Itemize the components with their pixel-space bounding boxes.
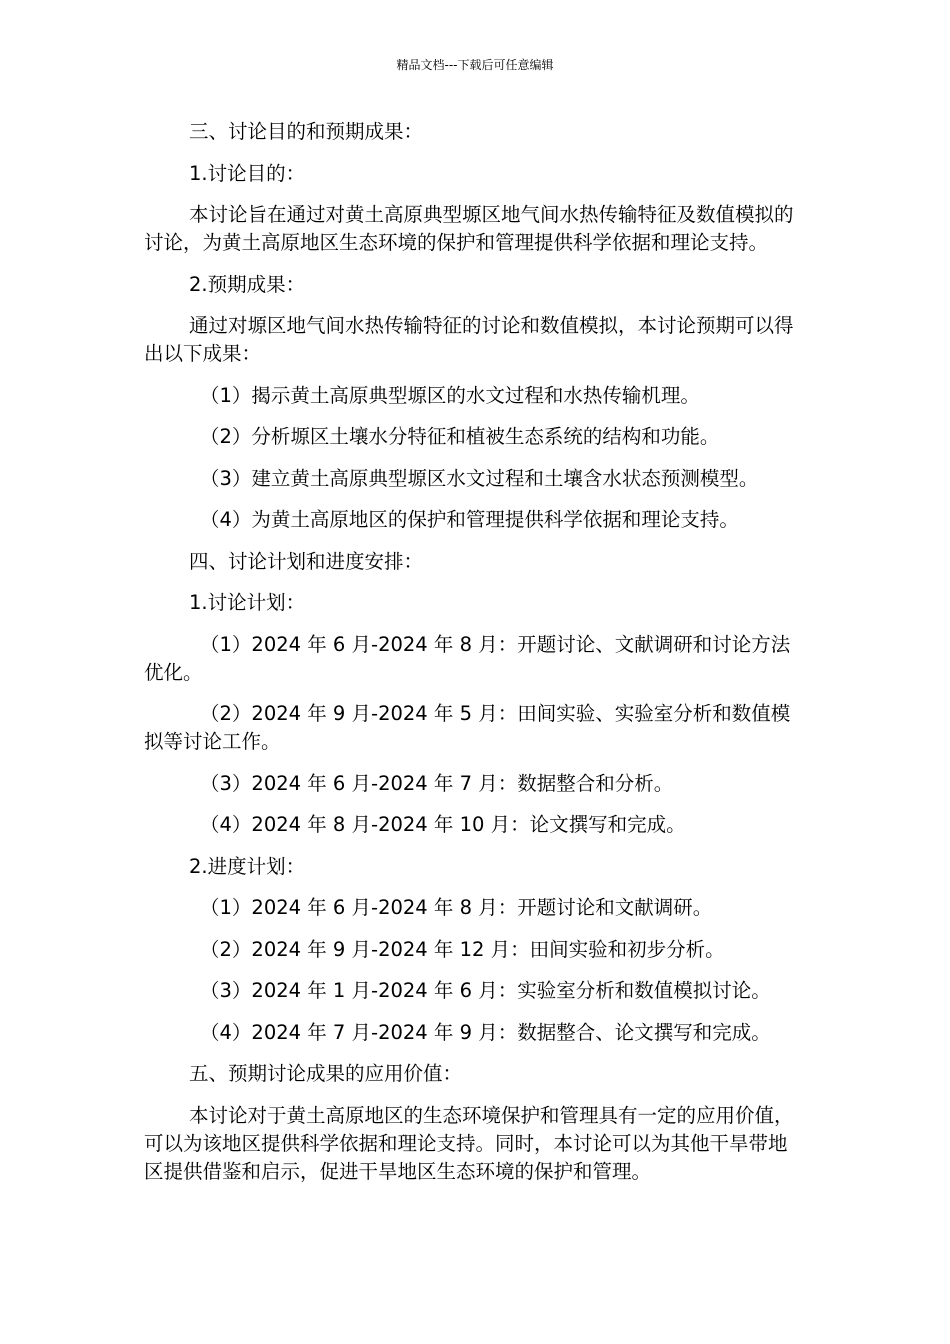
section-heading-4: 四、讨论计划和进度安排： <box>189 549 424 573</box>
subheading-expected-results: 2.预期成果： <box>189 272 306 296</box>
section-heading-5: 五、预期讨论成果的应用价值： <box>189 1062 463 1085</box>
list-item: （3）2024 年 1 月-2024 年 6 月：实验室分析和数值模拟讨论。 <box>200 979 771 1002</box>
section-heading-3: 三、讨论目的和预期成果： <box>189 120 424 143</box>
list-item: （1）2024 年 6 月-2024 年 8 月：开题讨论和文献调研。 <box>200 896 713 919</box>
body-paragraph: 通过对塬区地气间水热传输特征的讨论和数值模拟，本讨论预期可以得出以下成果： <box>144 314 794 365</box>
body-paragraph: 本讨论旨在通过对黄土高原典型塬区地气间水热传输特征及数值模拟的讨论，为黄土高原地区生态环境的保护和管理提供科学依据和理论支持。 <box>144 203 794 254</box>
subheading-purpose: 1.讨论目的： <box>189 161 306 185</box>
list-item: （1）2024 年 6 月-2024 年 8 月：开题讨论、文献调研和讨论方法优化。 <box>144 632 791 684</box>
page-header: 精品文档---下载后可任意编辑 <box>396 58 554 72</box>
list-item: （3）建立黄土高原典型塬区水文过程和土壤含水状态预测模型。 <box>200 466 759 490</box>
body-paragraph: 本讨论对于黄土高原地区的生态环境保护和管理具有一定的应用价值，可以为该地区提供科学依据和理论支持。同时，本讨论可以为其他干旱带地区提供借鉴和启示，促进干旱地区生态环境的保护和管理。 <box>144 1103 794 1183</box>
list-item: （4）2024 年 8 月-2024 年 10 月：论文撰写和完成。 <box>200 813 686 836</box>
subheading-schedule: 2.进度计划： <box>189 854 306 878</box>
document-body <box>144 118 806 1199</box>
list-item: （4）2024 年 7 月-2024 年 9 月：数据整合、论文撰写和完成。 <box>200 1020 771 1044</box>
list-item: （3）2024 年 6 月-2024 年 7 月：数据整合和分析。 <box>200 771 674 795</box>
list-item: （1）揭示黄土高原典型塬区的水文过程和水热传输机理。 <box>200 383 700 407</box>
list-item: （2）2024 年 9 月-2024 年 5 月：田间实验、实验室分析和数值模拟等讨论工作。 <box>144 702 791 753</box>
list-item: （2）分析塬区土壤水分特征和植被生态系统的结构和功能。 <box>200 425 720 448</box>
subheading-plan: 1.讨论计划： <box>189 591 306 614</box>
list-item: （2）2024 年 9 月-2024 年 12 月：田间实验和初步分析。 <box>200 937 725 961</box>
list-item: （4）为黄土高原地区的保护和管理提供科学依据和理论支持。 <box>200 508 739 531</box>
